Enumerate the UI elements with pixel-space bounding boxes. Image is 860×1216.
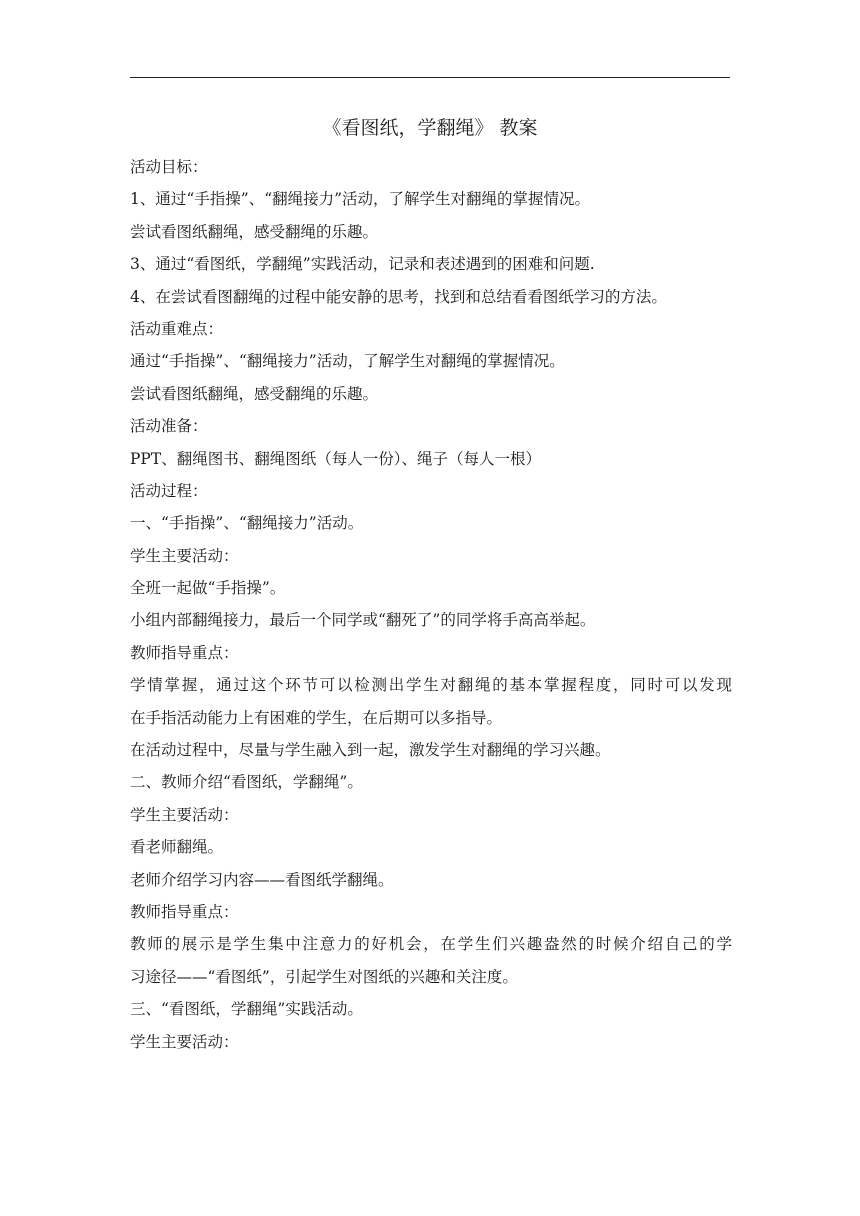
paragraph-line: 尝试看图纸翻绳，感受翻绳的乐趣。 [130, 222, 379, 241]
header-divider [130, 77, 730, 78]
section-heading-preparation: 活动准备： [130, 417, 208, 436]
paragraph-line: 教师的展示是学生集中注意力的好机会，在学生们兴趣盎然的时候介绍自己的学 [130, 935, 732, 954]
paragraph-line: 学生主要活动： [130, 546, 239, 565]
paragraph-line: 学生主要活动： [130, 1032, 239, 1051]
paragraph-line: 小组内部翻绳接力，最后一个同学或“翻死了”的同学将手高高举起。 [130, 611, 596, 630]
subsection-heading: 三、“看图纸，学翻绳”实践活动。 [130, 1000, 363, 1019]
subsection-heading: 二、教师介绍“看图纸，学翻绳”。 [130, 773, 363, 792]
paragraph-line: 在活动过程中，尽量与学生融入到一起，激发学生对翻绳的学习兴趣。 [130, 741, 611, 760]
paragraph-line: 尝试看图纸翻绳，感受翻绳的乐趣。 [130, 384, 379, 403]
paragraph-line: 教师指导重点： [130, 643, 239, 662]
paragraph-line: PPT、翻绳图书、翻绳图纸（每人一份）、绳子（每人一根） [130, 449, 541, 468]
paragraph-line: 1、通过“手指操”、“翻绳接力”活动，了解学生对翻绳的掌握情况。 [130, 190, 591, 209]
paragraph-line: 4、在尝试看图翻绳的过程中能安静的思考，找到和总结看看图纸学习的方法。 [130, 287, 667, 306]
paragraph-line: 全班一起做“手指操”。 [130, 579, 286, 598]
document-body [130, 151, 736, 1058]
paragraph-line: 通过“手指操”、“翻绳接力”活动，了解学生对翻绳的掌握情况。 [130, 352, 565, 371]
section-heading-key-points: 活动重难点： [130, 319, 224, 338]
paragraph-line: 学情掌握，通过这个环节可以检测出学生对翻绳的基本掌握程度，同时可以发现 [130, 676, 732, 695]
paragraph-line: 看老师翻绳。 [130, 838, 224, 857]
subsection-heading: 一、“手指操”、“翻绳接力”活动。 [130, 514, 364, 533]
paragraph-line: 教师指导重点： [130, 902, 239, 921]
paragraph-line: 在手指活动能力上有困难的学生，在后期可以多指导。 [130, 708, 503, 727]
document-title: 《看图纸，学翻绳》 教案 [322, 117, 538, 139]
paragraph-line: 3、通过“看图纸，学翻绳”实践活动，记录和表述遇到的困难和问题. [130, 255, 595, 274]
paragraph-line: 老师介绍学习内容——看图纸学翻绳。 [130, 870, 394, 889]
paragraph-line: 习途径——“看图纸”，引起学生对图纸的兴趣和关注度。 [130, 967, 518, 986]
paragraph-line: 学生主要活动： [130, 805, 239, 824]
section-heading-process: 活动过程： [130, 481, 208, 500]
section-heading-objectives: 活动目标： [130, 158, 208, 176]
